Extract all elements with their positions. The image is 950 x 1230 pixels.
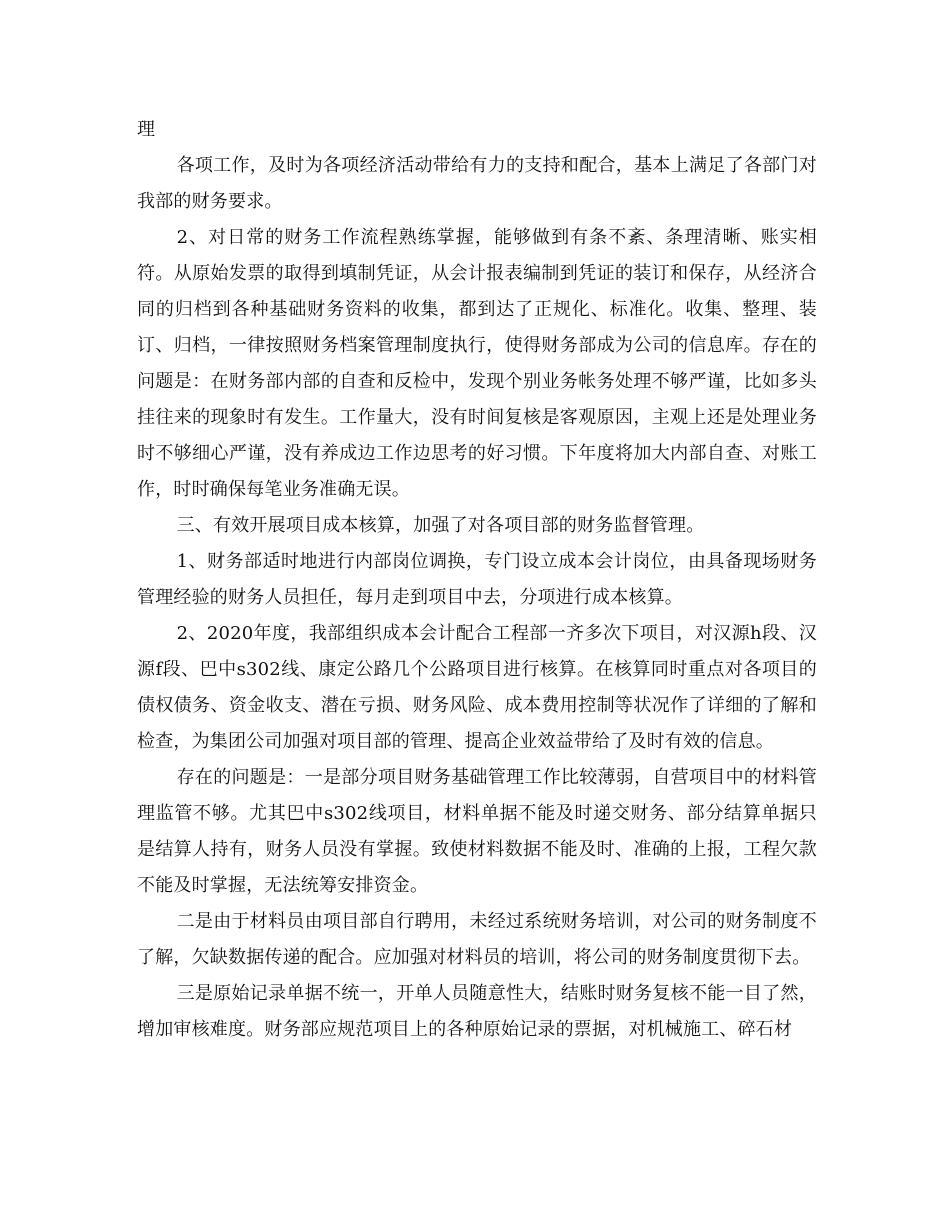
paragraph-existing-problems: 存在的问题是：一是部分项目财务基础管理工作比较薄弱，自营项目中的材料管理监管不够。尤其巴中s302线项目，材料单据不能及时递交财务、部分结算单据只是结算人持有，财务人员没有掌握。致使材料数据不能及时、准确的上报，工程欠款不能及时掌握，无法统筹安排资金。 (137, 767, 817, 896)
paragraph-continuation: 理 (137, 119, 156, 140)
paragraph-material-staff-training: 二是由于材料员由项目部自行聘用，未经过系统财务培训，对公司的财务制度不了解，欠缺数据传递的配合。应加强对材料员的培训，将公司的财务制度贯彻下去。 (137, 911, 817, 968)
section-heading-cost-accounting: 三、有效开展项目成本核算，加强了对各项目部的财务监督管理。 (176, 515, 705, 536)
paragraph-project-audit-2020: 2、2020年度，我部组织成本会计配合工程部一齐多次下项目，对汉源h段、汉源f段、巴中s302线、康定公路几个公路项目进行核算。在核算同时重点对各项目的债权债务、资金收支、潜在亏损、财务风险、成本费用控制等状况作了详细的了解和检查，为集团公司加强对项目部的管理、提高企业效益带给了及时有效的信息。 (137, 623, 817, 752)
paragraph-department-support: 各项工作，及时为各项经济活动带给有力的支持和配合，基本上满足了各部门对我部的财务要求。 (137, 155, 817, 212)
paragraph-original-records: 三是原始记录单据不统一，开单人员随意性大，结账时财务复核不能一目了然，增加审核难度。财务部应规范项目上的各种原始记录的票据，对机械施工、碎石材 (137, 983, 817, 1040)
paragraph-workflow-mastery: 2、对日常的财务工作流程熟练掌握，能够做到有条不紊、条理清晰、账实相符。从原始发票的取得到填制凭证，从会计报表编制到凭证的装订和保存，从经济合同的归档到各种基础财务资料的收集，都到达了正规化、标准化。收集、整理、装订、归档，一律按照财务档案管理制度执行，使得财务部成为公司的信息库。存在的问题是：在财务部内部的自查和反检中，发现个别业务帐务处理不够严谨，比如多头挂往来的现象时有发生。工作量大，没有时间复核是客观原因，主观上还是处理业务时不够细心严谨，没有养成边工作边思考的好习惯。下年度将加大内部自查、对账工作，时时确保每笔业务准确无误。 (137, 227, 817, 500)
document-body (137, 112, 817, 1048)
paragraph-position-rotation: 1、财务部适时地进行内部岗位调换，专门设立成本会计岗位，由具备现场财务管理经验的财务人员担任，每月走到项目中去，分项进行成本核算。 (137, 551, 817, 608)
